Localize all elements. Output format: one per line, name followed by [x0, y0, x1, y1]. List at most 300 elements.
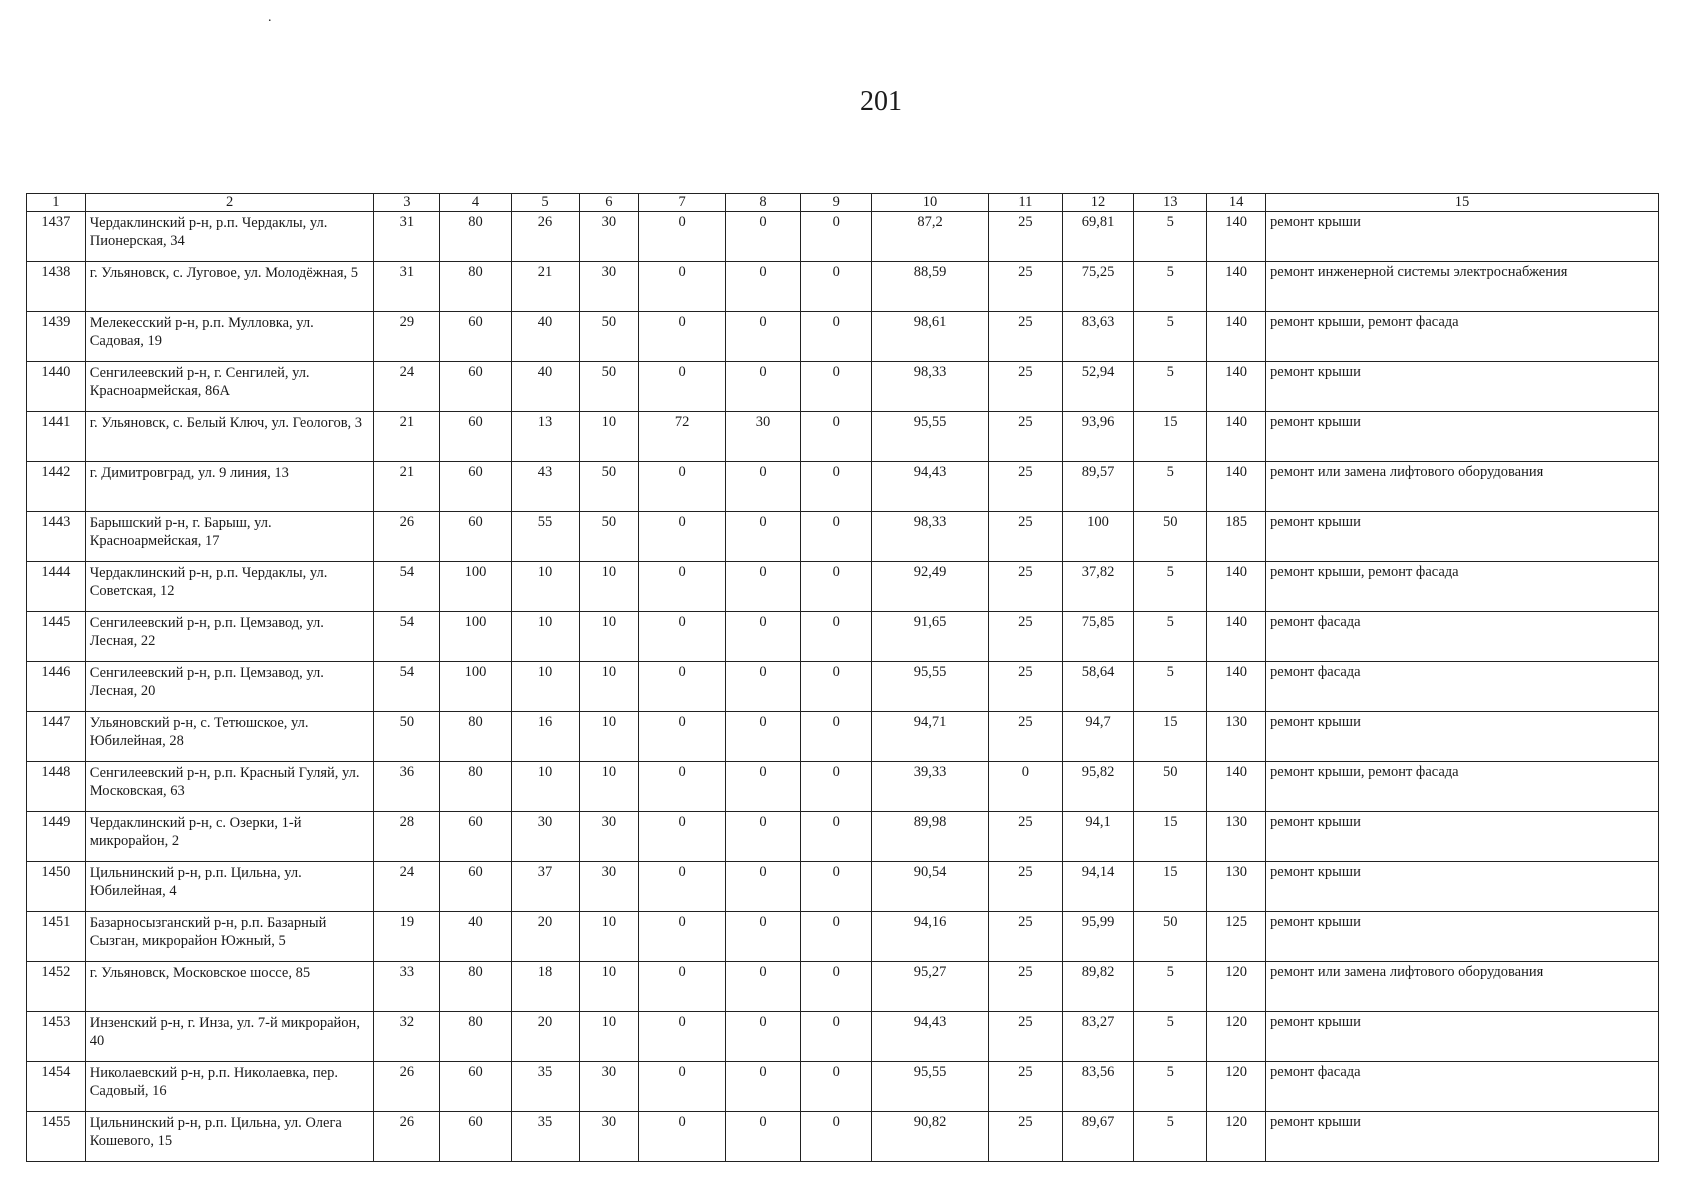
table-row: [27, 962, 1659, 1012]
col-7-cell: 0: [639, 512, 726, 562]
col-11-cell: 25: [988, 1062, 1062, 1112]
page-number: 201: [860, 86, 902, 117]
col-6-cell: 30: [579, 1062, 639, 1112]
col-6-cell: 10: [579, 662, 639, 712]
col-4-cell: 60: [440, 512, 511, 562]
col-9-cell: 0: [801, 762, 872, 812]
column-header-9: 9: [801, 194, 872, 212]
col-11-cell: 25: [988, 1112, 1062, 1162]
table-row: [27, 462, 1659, 512]
col-10-cell: 39,33: [872, 762, 988, 812]
col-8-cell: 0: [725, 762, 800, 812]
col-3-cell: 29: [374, 312, 440, 362]
col-12-cell: 69,81: [1062, 212, 1133, 262]
col-5-cell: 20: [511, 912, 579, 962]
address-cell: Сенгилеевский р-н, г. Сенгилей, ул. Красноармейская, 86А: [85, 362, 374, 412]
address-cell: Ульяновский р-н, с. Тетюшское, ул. Юбилейная, 28: [85, 712, 374, 762]
address-cell: Цильнинский р-н, р.п. Цильна, ул. Олега Кошевого, 15: [85, 1112, 374, 1162]
col-5-cell: 35: [511, 1112, 579, 1162]
table-row: [27, 762, 1659, 812]
address-cell: Мелекесский р-н, р.п. Мулловка, ул. Садовая, 19: [85, 312, 374, 362]
col-12-cell: 100: [1062, 512, 1133, 562]
col-9-cell: 0: [801, 212, 872, 262]
address-cell: Барышский р-н, г. Барыш, ул. Красноармейская, 17: [85, 512, 374, 562]
col-11-cell: 25: [988, 912, 1062, 962]
col-3-cell: 21: [374, 462, 440, 512]
work-type-cell: ремонт крыши, ремонт фасада: [1266, 562, 1659, 612]
work-type-cell: ремонт крыши: [1266, 812, 1659, 862]
col-5-cell: 55: [511, 512, 579, 562]
col-14-cell: 140: [1207, 462, 1266, 512]
col-13-cell: 5: [1134, 612, 1207, 662]
col-7-cell: 0: [639, 212, 726, 262]
col-12-cell: 83,63: [1062, 312, 1133, 362]
col-3-cell: 26: [374, 1062, 440, 1112]
header-row: [27, 194, 1659, 212]
col-11-cell: 25: [988, 662, 1062, 712]
column-header-2: 2: [85, 194, 374, 212]
col-9-cell: 0: [801, 1012, 872, 1062]
col-13-cell: 5: [1134, 1062, 1207, 1112]
col-9-cell: 0: [801, 962, 872, 1012]
col-13-cell: 5: [1134, 662, 1207, 712]
col-12-cell: 93,96: [1062, 412, 1133, 462]
col-9-cell: 0: [801, 1112, 872, 1162]
col-12-cell: 94,1: [1062, 812, 1133, 862]
col-9-cell: 0: [801, 362, 872, 412]
col-8-cell: 0: [725, 1062, 800, 1112]
col-5-cell: 10: [511, 612, 579, 662]
col-14-cell: 130: [1207, 812, 1266, 862]
col-7-cell: 0: [639, 462, 726, 512]
col-13-cell: 5: [1134, 1112, 1207, 1162]
address-cell: г. Ульяновск, с. Луговое, ул. Молодёжная, 5: [85, 262, 374, 312]
work-type-cell: ремонт крыши: [1266, 412, 1659, 462]
col-11-cell: 25: [988, 462, 1062, 512]
col-8-cell: 0: [725, 712, 800, 762]
col-10-cell: 90,82: [872, 1112, 988, 1162]
col-13-cell: 50: [1134, 912, 1207, 962]
work-type-cell: ремонт крыши, ремонт фасада: [1266, 762, 1659, 812]
col-14-cell: 140: [1207, 362, 1266, 412]
work-type-cell: ремонт крыши, ремонт фасада: [1266, 312, 1659, 362]
table-row: [27, 262, 1659, 312]
col-8-cell: 0: [725, 312, 800, 362]
col-14-cell: 185: [1207, 512, 1266, 562]
column-header-14: 14: [1207, 194, 1266, 212]
col-7-cell: 0: [639, 962, 726, 1012]
col-12-cell: 89,67: [1062, 1112, 1133, 1162]
work-type-cell: ремонт фасада: [1266, 1062, 1659, 1112]
col-14-cell: 140: [1207, 262, 1266, 312]
col-9-cell: 0: [801, 312, 872, 362]
column-header-12: 12: [1062, 194, 1133, 212]
col-14-cell: 140: [1207, 412, 1266, 462]
col-10-cell: 95,55: [872, 662, 988, 712]
col-14-cell: 140: [1207, 612, 1266, 662]
work-type-cell: ремонт крыши: [1266, 1012, 1659, 1062]
col-12-cell: 52,94: [1062, 362, 1133, 412]
work-type-cell: ремонт крыши: [1266, 912, 1659, 962]
col-11-cell: 25: [988, 362, 1062, 412]
col-3-cell: 54: [374, 612, 440, 662]
col-12-cell: 75,25: [1062, 262, 1133, 312]
address-cell: Базарносызганский р-н, р.п. Базарный Сызган, микрорайон Южный, 5: [85, 912, 374, 962]
table-row: [27, 412, 1659, 462]
col-11-cell: 25: [988, 712, 1062, 762]
col-9-cell: 0: [801, 1062, 872, 1112]
col-4-cell: 80: [440, 962, 511, 1012]
col-5-cell: 35: [511, 1062, 579, 1112]
col-3-cell: 26: [374, 512, 440, 562]
col-11-cell: 25: [988, 512, 1062, 562]
col-13-cell: 50: [1134, 762, 1207, 812]
col-8-cell: 0: [725, 262, 800, 312]
col-12-cell: 58,64: [1062, 662, 1133, 712]
col-5-cell: 13: [511, 412, 579, 462]
work-type-cell: ремонт крыши: [1266, 212, 1659, 262]
col-11-cell: 25: [988, 612, 1062, 662]
col-6-cell: 10: [579, 1012, 639, 1062]
col-4-cell: 60: [440, 812, 511, 862]
table-row: [27, 1062, 1659, 1112]
col-9-cell: 0: [801, 462, 872, 512]
col-7-cell: 0: [639, 1062, 726, 1112]
col-13-cell: 5: [1134, 262, 1207, 312]
col-13-cell: 5: [1134, 212, 1207, 262]
table-row: [27, 312, 1659, 362]
col-10-cell: 95,55: [872, 1062, 988, 1112]
col-6-cell: 30: [579, 1112, 639, 1162]
col-8-cell: 0: [725, 462, 800, 512]
col-7-cell: 0: [639, 662, 726, 712]
col-10-cell: 95,55: [872, 412, 988, 462]
col-5-cell: 20: [511, 1012, 579, 1062]
column-header-4: 4: [440, 194, 511, 212]
work-type-cell: ремонт крыши: [1266, 362, 1659, 412]
col-5-cell: 16: [511, 712, 579, 762]
col-9-cell: 0: [801, 612, 872, 662]
col-6-cell: 50: [579, 512, 639, 562]
col-11-cell: 0: [988, 762, 1062, 812]
col-10-cell: 90,54: [872, 862, 988, 912]
col-4-cell: 60: [440, 412, 511, 462]
col-6-cell: 30: [579, 212, 639, 262]
col-4-cell: 100: [440, 612, 511, 662]
col-9-cell: 0: [801, 812, 872, 862]
table-body: [27, 212, 1659, 1162]
col-11-cell: 25: [988, 1012, 1062, 1062]
col-4-cell: 80: [440, 212, 511, 262]
col-11-cell: 25: [988, 412, 1062, 462]
col-13-cell: 5: [1134, 462, 1207, 512]
address-cell: Чердаклинский р-н, с. Озерки, 1-й микрорайон, 2: [85, 812, 374, 862]
col-14-cell: 140: [1207, 762, 1266, 812]
col-13-cell: 15: [1134, 712, 1207, 762]
col-7-cell: 0: [639, 1012, 726, 1062]
table-row: [27, 362, 1659, 412]
address-cell: Чердаклинский р-н, р.п. Чердаклы, ул. Пионерская, 34: [85, 212, 374, 262]
col-7-cell: 0: [639, 762, 726, 812]
col-6-cell: 30: [579, 262, 639, 312]
col-8-cell: 0: [725, 662, 800, 712]
address-cell: г. Ульяновск, с. Белый Ключ, ул. Геологов, 3: [85, 412, 374, 462]
work-type-cell: ремонт крыши: [1266, 862, 1659, 912]
table-row: [27, 712, 1659, 762]
col-7-cell: 0: [639, 312, 726, 362]
col-9-cell: 0: [801, 662, 872, 712]
col-13-cell: 5: [1134, 1012, 1207, 1062]
col-9-cell: 0: [801, 562, 872, 612]
col-10-cell: 91,65: [872, 612, 988, 662]
col-3-cell: 33: [374, 962, 440, 1012]
col-13-cell: 15: [1134, 412, 1207, 462]
row-number-cell: 1448: [27, 762, 86, 812]
col-6-cell: 10: [579, 412, 639, 462]
col-5-cell: 21: [511, 262, 579, 312]
col-6-cell: 10: [579, 712, 639, 762]
col-6-cell: 10: [579, 562, 639, 612]
col-3-cell: 24: [374, 862, 440, 912]
col-8-cell: 0: [725, 612, 800, 662]
row-number-cell: 1446: [27, 662, 86, 712]
col-6-cell: 50: [579, 362, 639, 412]
row-number-cell: 1455: [27, 1112, 86, 1162]
col-14-cell: 125: [1207, 912, 1266, 962]
row-number-cell: 1443: [27, 512, 86, 562]
col-12-cell: 94,14: [1062, 862, 1133, 912]
col-12-cell: 83,56: [1062, 1062, 1133, 1112]
col-5-cell: 18: [511, 962, 579, 1012]
address-cell: Сенгилеевский р-н, р.п. Цемзавод, ул. Лесная, 20: [85, 662, 374, 712]
col-12-cell: 95,82: [1062, 762, 1133, 812]
col-6-cell: 30: [579, 862, 639, 912]
col-9-cell: 0: [801, 862, 872, 912]
col-14-cell: 130: [1207, 712, 1266, 762]
work-type-cell: ремонт фасада: [1266, 612, 1659, 662]
col-7-cell: 0: [639, 812, 726, 862]
address-cell: г. Ульяновск, Московское шоссе, 85: [85, 962, 374, 1012]
col-10-cell: 89,98: [872, 812, 988, 862]
col-14-cell: 120: [1207, 962, 1266, 1012]
col-11-cell: 25: [988, 812, 1062, 862]
col-7-cell: 0: [639, 1112, 726, 1162]
col-11-cell: 25: [988, 962, 1062, 1012]
col-5-cell: 10: [511, 762, 579, 812]
col-10-cell: 94,43: [872, 462, 988, 512]
col-8-cell: 0: [725, 362, 800, 412]
col-14-cell: 120: [1207, 1112, 1266, 1162]
row-number-cell: 1437: [27, 212, 86, 262]
work-type-cell: ремонт или замена лифтового оборудования: [1266, 462, 1659, 512]
col-3-cell: 32: [374, 1012, 440, 1062]
col-8-cell: 0: [725, 1112, 800, 1162]
col-10-cell: 94,16: [872, 912, 988, 962]
col-3-cell: 21: [374, 412, 440, 462]
col-11-cell: 25: [988, 262, 1062, 312]
col-4-cell: 60: [440, 862, 511, 912]
col-8-cell: 0: [725, 212, 800, 262]
row-number-cell: 1441: [27, 412, 86, 462]
column-header-10: 10: [872, 194, 988, 212]
col-7-cell: 0: [639, 262, 726, 312]
col-11-cell: 25: [988, 312, 1062, 362]
row-number-cell: 1453: [27, 1012, 86, 1062]
col-14-cell: 130: [1207, 862, 1266, 912]
col-9-cell: 0: [801, 912, 872, 962]
column-header-1: 1: [27, 194, 86, 212]
col-10-cell: 87,2: [872, 212, 988, 262]
table-row: [27, 862, 1659, 912]
row-number-cell: 1451: [27, 912, 86, 962]
col-11-cell: 25: [988, 562, 1062, 612]
col-13-cell: 5: [1134, 562, 1207, 612]
col-12-cell: 95,99: [1062, 912, 1133, 962]
col-14-cell: 140: [1207, 562, 1266, 612]
col-5-cell: 43: [511, 462, 579, 512]
row-number-cell: 1454: [27, 1062, 86, 1112]
column-header-7: 7: [639, 194, 726, 212]
col-13-cell: 5: [1134, 312, 1207, 362]
col-4-cell: 100: [440, 662, 511, 712]
col-9-cell: 0: [801, 512, 872, 562]
column-header-5: 5: [511, 194, 579, 212]
col-8-cell: 0: [725, 912, 800, 962]
row-number-cell: 1450: [27, 862, 86, 912]
table-row: [27, 512, 1659, 562]
col-14-cell: 140: [1207, 212, 1266, 262]
work-type-cell: ремонт крыши: [1266, 712, 1659, 762]
row-number-cell: 1442: [27, 462, 86, 512]
column-header-6: 6: [579, 194, 639, 212]
col-7-cell: 0: [639, 912, 726, 962]
col-14-cell: 140: [1207, 312, 1266, 362]
column-header-11: 11: [988, 194, 1062, 212]
col-14-cell: 120: [1207, 1012, 1266, 1062]
col-7-cell: 0: [639, 862, 726, 912]
col-10-cell: 95,27: [872, 962, 988, 1012]
address-cell: Сенгилеевский р-н, р.п. Красный Гуляй, ул. Московская, 63: [85, 762, 374, 812]
col-11-cell: 25: [988, 212, 1062, 262]
col-10-cell: 92,49: [872, 562, 988, 612]
col-7-cell: 0: [639, 612, 726, 662]
col-13-cell: 15: [1134, 862, 1207, 912]
work-type-cell: ремонт крыши: [1266, 1112, 1659, 1162]
col-8-cell: 30: [725, 412, 800, 462]
col-10-cell: 94,71: [872, 712, 988, 762]
column-header-15: 15: [1266, 194, 1659, 212]
row-number-cell: 1440: [27, 362, 86, 412]
col-12-cell: 83,27: [1062, 1012, 1133, 1062]
scan-mark: .: [268, 10, 272, 25]
col-5-cell: 30: [511, 812, 579, 862]
work-type-cell: ремонт фасада: [1266, 662, 1659, 712]
col-5-cell: 40: [511, 362, 579, 412]
col-7-cell: 72: [639, 412, 726, 462]
col-8-cell: 0: [725, 962, 800, 1012]
col-3-cell: 31: [374, 212, 440, 262]
col-6-cell: 10: [579, 762, 639, 812]
work-type-cell: ремонт или замена лифтового оборудования: [1266, 962, 1659, 1012]
address-cell: Цильнинский р-н, р.п. Цильна, ул. Юбилейная, 4: [85, 862, 374, 912]
col-4-cell: 60: [440, 1062, 511, 1112]
col-13-cell: 5: [1134, 962, 1207, 1012]
row-number-cell: 1439: [27, 312, 86, 362]
col-4-cell: 80: [440, 712, 511, 762]
col-3-cell: 26: [374, 1112, 440, 1162]
col-12-cell: 89,57: [1062, 462, 1133, 512]
row-number-cell: 1445: [27, 612, 86, 662]
col-9-cell: 0: [801, 712, 872, 762]
address-cell: Николаевский р-н, р.п. Николаевка, пер. Садовый, 16: [85, 1062, 374, 1112]
col-6-cell: 10: [579, 962, 639, 1012]
col-5-cell: 37: [511, 862, 579, 912]
row-number-cell: 1444: [27, 562, 86, 612]
col-9-cell: 0: [801, 412, 872, 462]
col-5-cell: 10: [511, 662, 579, 712]
col-10-cell: 98,33: [872, 362, 988, 412]
col-8-cell: 0: [725, 1012, 800, 1062]
col-14-cell: 140: [1207, 662, 1266, 712]
col-5-cell: 40: [511, 312, 579, 362]
col-5-cell: 10: [511, 562, 579, 612]
table-row: [27, 912, 1659, 962]
table-row: [27, 662, 1659, 712]
col-3-cell: 54: [374, 662, 440, 712]
col-3-cell: 54: [374, 562, 440, 612]
row-number-cell: 1452: [27, 962, 86, 1012]
col-5-cell: 26: [511, 212, 579, 262]
table-row: [27, 562, 1659, 612]
col-6-cell: 50: [579, 312, 639, 362]
table-row: [27, 1112, 1659, 1162]
col-4-cell: 40: [440, 912, 511, 962]
table-row: [27, 212, 1659, 262]
col-4-cell: 60: [440, 362, 511, 412]
col-14-cell: 120: [1207, 1062, 1266, 1112]
col-3-cell: 19: [374, 912, 440, 962]
col-10-cell: 88,59: [872, 262, 988, 312]
col-3-cell: 31: [374, 262, 440, 312]
col-3-cell: 36: [374, 762, 440, 812]
col-4-cell: 60: [440, 312, 511, 362]
col-9-cell: 0: [801, 262, 872, 312]
col-13-cell: 50: [1134, 512, 1207, 562]
col-6-cell: 10: [579, 612, 639, 662]
address-cell: г. Димитровград, ул. 9 линия, 13: [85, 462, 374, 512]
row-number-cell: 1438: [27, 262, 86, 312]
table-row: [27, 1012, 1659, 1062]
col-6-cell: 50: [579, 462, 639, 512]
col-3-cell: 50: [374, 712, 440, 762]
address-cell: Инзенский р-н, г. Инза, ул. 7-й микрорайон, 40: [85, 1012, 374, 1062]
col-10-cell: 94,43: [872, 1012, 988, 1062]
col-11-cell: 25: [988, 862, 1062, 912]
col-10-cell: 98,33: [872, 512, 988, 562]
row-number-cell: 1449: [27, 812, 86, 862]
col-7-cell: 0: [639, 712, 726, 762]
col-10-cell: 98,61: [872, 312, 988, 362]
table-row: [27, 612, 1659, 662]
col-7-cell: 0: [639, 562, 726, 612]
col-8-cell: 0: [725, 812, 800, 862]
col-8-cell: 0: [725, 862, 800, 912]
col-8-cell: 0: [725, 562, 800, 612]
col-4-cell: 60: [440, 462, 511, 512]
col-12-cell: 94,7: [1062, 712, 1133, 762]
col-4-cell: 80: [440, 1012, 511, 1062]
data-table: [26, 193, 1659, 1162]
